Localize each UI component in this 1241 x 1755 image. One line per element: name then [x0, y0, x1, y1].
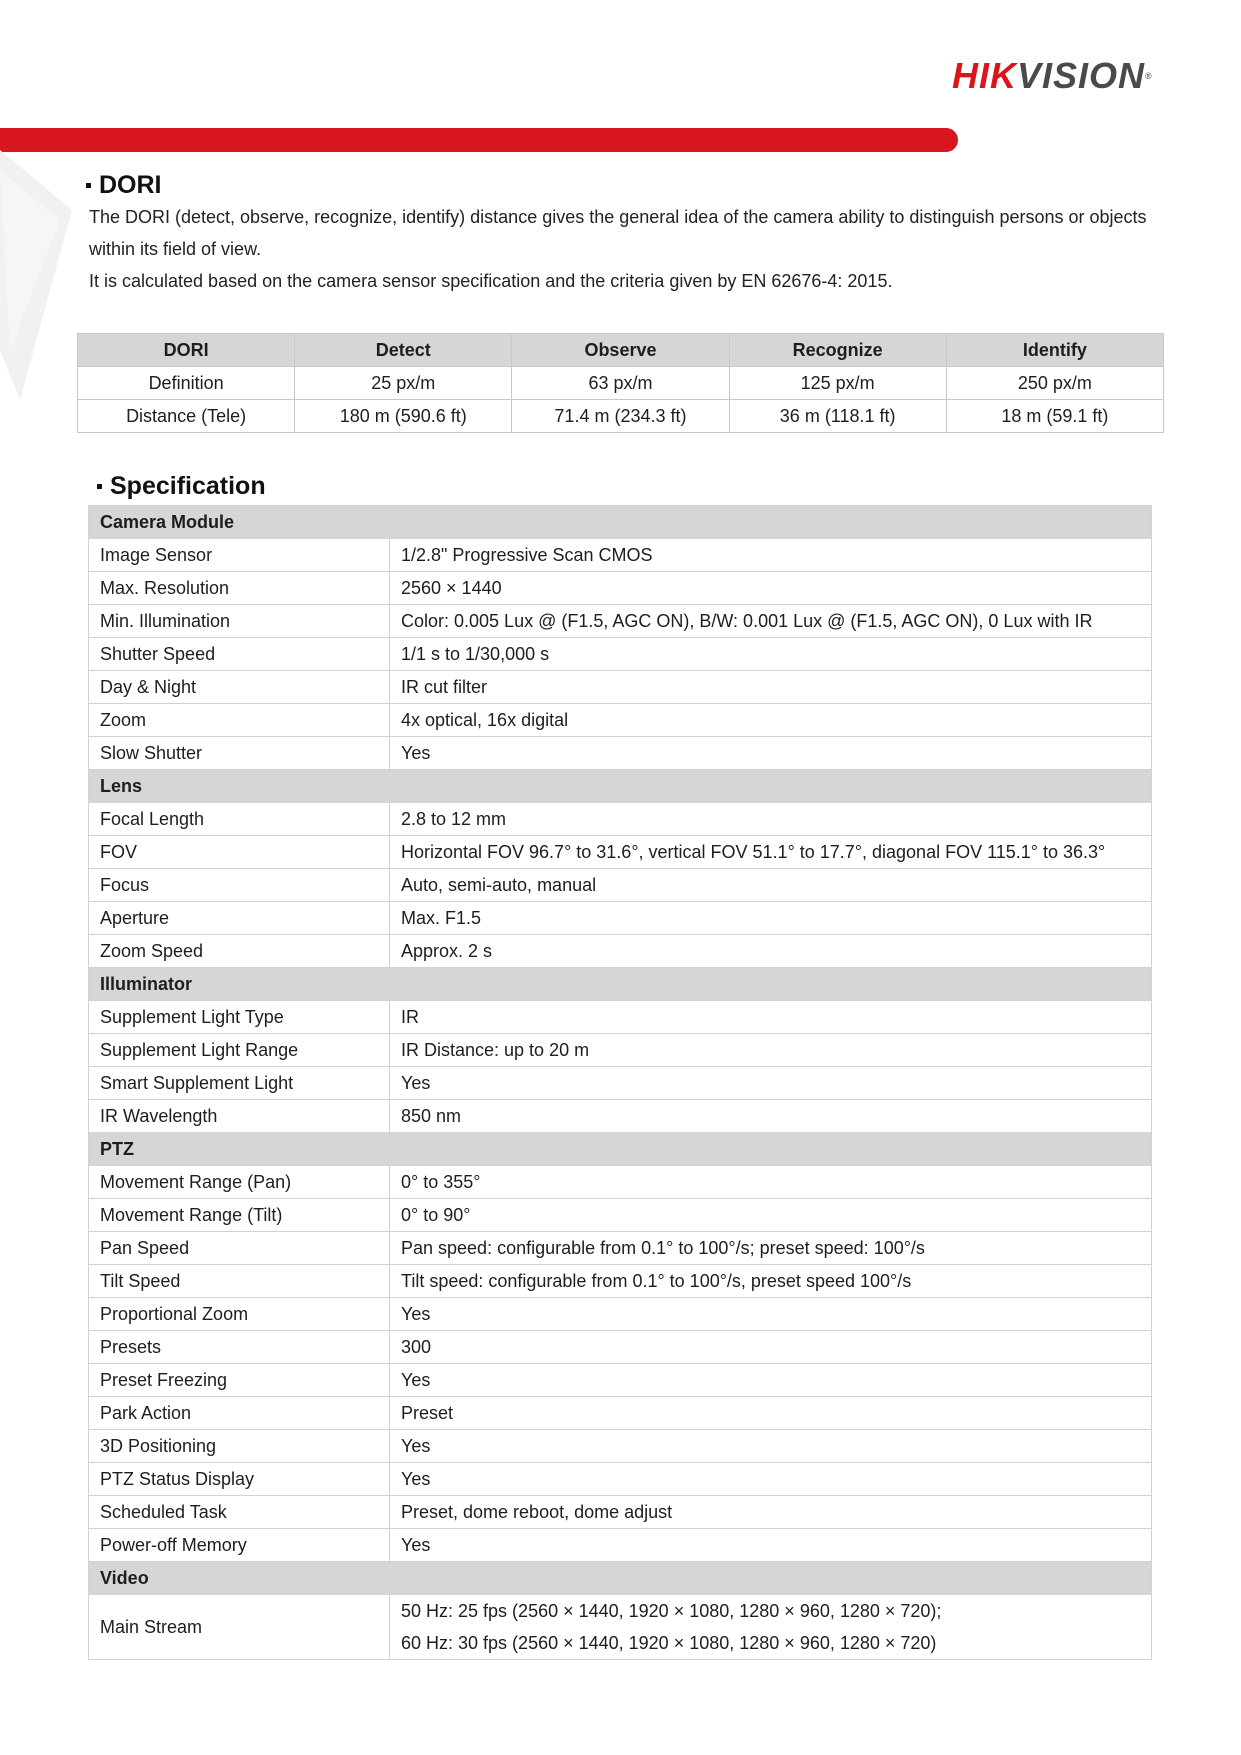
spec-row: [89, 1595, 1152, 1660]
spec-row: [89, 1166, 1152, 1199]
specification-table: [88, 505, 1152, 1660]
spec-value: Tilt speed: configurable from 0.1° to 100°/s, preset speed 100°/s: [390, 1265, 1152, 1298]
dori-title-text: DORI: [99, 171, 162, 199]
spec-row: [89, 1001, 1152, 1034]
spec-value: 0° to 90°: [390, 1199, 1152, 1232]
spec-key: Park Action: [89, 1397, 390, 1430]
spec-row: [89, 1298, 1152, 1331]
spec-value: IR: [390, 1001, 1152, 1034]
spec-key: Focus: [89, 869, 390, 902]
spec-key: Supplement Light Range: [89, 1034, 390, 1067]
dori-cell: 71.4 m (234.3 ft): [512, 400, 729, 433]
spec-value: Yes: [390, 1463, 1152, 1496]
logo-registered-mark: ®: [1145, 71, 1153, 81]
spec-group-label: Video: [89, 1562, 1152, 1595]
spec-value: 0° to 355°: [390, 1166, 1152, 1199]
spec-row: [89, 869, 1152, 902]
dori-table-row: [78, 367, 1164, 400]
spec-value: Auto, semi-auto, manual: [390, 869, 1152, 902]
logo-hik: HIK: [952, 55, 1017, 96]
spec-value: Yes: [390, 1298, 1152, 1331]
spec-row: [89, 1529, 1152, 1562]
spec-value: Yes: [390, 1529, 1152, 1562]
spec-value: 2.8 to 12 mm: [390, 803, 1152, 836]
spec-key: Focal Length: [89, 803, 390, 836]
dori-section-title: [86, 170, 162, 200]
dori-cell: 180 m (590.6 ft): [295, 400, 512, 433]
spec-key: Proportional Zoom: [89, 1298, 390, 1331]
spec-value: Approx. 2 s: [390, 935, 1152, 968]
spec-row: [89, 1397, 1152, 1430]
spec-key: Min. Illumination: [89, 605, 390, 638]
spec-row: [89, 704, 1152, 737]
spec-value: Yes: [390, 1430, 1152, 1463]
spec-row: [89, 638, 1152, 671]
specification-title-text: Specification: [110, 472, 266, 500]
spec-key: Aperture: [89, 902, 390, 935]
spec-value: IR Distance: up to 20 m: [390, 1034, 1152, 1067]
spec-key: Shutter Speed: [89, 638, 390, 671]
spec-key: Zoom Speed: [89, 935, 390, 968]
header-red-bar: [0, 128, 958, 152]
spec-group-label: Lens: [89, 770, 1152, 803]
spec-key: Scheduled Task: [89, 1496, 390, 1529]
dori-col-header: DORI: [78, 334, 295, 367]
spec-group-header-row: [89, 506, 1152, 539]
spec-key: Smart Supplement Light: [89, 1067, 390, 1100]
spec-row: [89, 1331, 1152, 1364]
dori-col-header: Observe: [512, 334, 729, 367]
spec-value: IR cut filter: [390, 671, 1152, 704]
spec-row: [89, 902, 1152, 935]
spec-value: [390, 1595, 1152, 1660]
spec-value-line: 60 Hz: 30 fps (2560 × 1440, 1920 × 1080, 1280 × 960, 1280 × 720): [401, 1633, 937, 1653]
spec-value: 1/2.8" Progressive Scan CMOS: [390, 539, 1152, 572]
dori-col-header: Detect: [295, 334, 512, 367]
spec-key: Tilt Speed: [89, 1265, 390, 1298]
spec-row: [89, 935, 1152, 968]
spec-value: 2560 × 1440: [390, 572, 1152, 605]
spec-key: Image Sensor: [89, 539, 390, 572]
spec-group-header-row: [89, 1133, 1152, 1166]
spec-row: [89, 539, 1152, 572]
spec-value: Preset: [390, 1397, 1152, 1430]
spec-row: [89, 803, 1152, 836]
spec-key: Pan Speed: [89, 1232, 390, 1265]
spec-row: [89, 605, 1152, 638]
spec-row: [89, 1463, 1152, 1496]
spec-key: Max. Resolution: [89, 572, 390, 605]
spec-row: [89, 1199, 1152, 1232]
spec-row: [89, 737, 1152, 770]
spec-key: FOV: [89, 836, 390, 869]
spec-row: [89, 1496, 1152, 1529]
spec-value: 4x optical, 16x digital: [390, 704, 1152, 737]
dori-intro-paragraph-2: It is calculated based on the camera sensor specification and the criteria given by EN 62676-4: 2015.: [89, 271, 893, 291]
spec-value: Horizontal FOV 96.7° to 31.6°, vertical FOV 51.1° to 17.7°, diagonal FOV 115.1° to 36.3°: [390, 836, 1152, 869]
spec-key: Preset Freezing: [89, 1364, 390, 1397]
spec-value: Yes: [390, 737, 1152, 770]
spec-key: Presets: [89, 1331, 390, 1364]
spec-row: [89, 1364, 1152, 1397]
spec-row: [89, 1232, 1152, 1265]
dori-cell: Definition: [78, 367, 295, 400]
spec-key: Supplement Light Type: [89, 1001, 390, 1034]
spec-row: [89, 572, 1152, 605]
spec-key: Main Stream: [89, 1595, 390, 1660]
decorative-watermark-shape: [0, 150, 72, 400]
dori-cell: 125 px/m: [729, 367, 946, 400]
spec-group-header-row: [89, 1562, 1152, 1595]
logo-vision: VISION: [1017, 55, 1146, 96]
spec-key: Slow Shutter: [89, 737, 390, 770]
spec-group-label: Camera Module: [89, 506, 1152, 539]
spec-key: Movement Range (Pan): [89, 1166, 390, 1199]
spec-row: [89, 1067, 1152, 1100]
dori-cell: 18 m (59.1 ft): [946, 400, 1163, 433]
dori-cell: 250 px/m: [946, 367, 1163, 400]
spec-value: Yes: [390, 1364, 1152, 1397]
specification-table-body: [89, 506, 1152, 1660]
spec-key: Zoom: [89, 704, 390, 737]
spec-key: PTZ Status Display: [89, 1463, 390, 1496]
hikvision-logo: [952, 56, 1153, 96]
spec-group-header-row: [89, 770, 1152, 803]
section-bullet-icon: [97, 484, 102, 489]
spec-row: [89, 836, 1152, 869]
dori-col-header: Identify: [946, 334, 1163, 367]
dori-cell: 63 px/m: [512, 367, 729, 400]
dori-intro-paragraph-1: The DORI (detect, observe, recognize, identify) distance gives the general idea of the camera ability to distinguish persons or objects within its field of view.: [89, 207, 1147, 259]
dori-table-header-row: [78, 334, 1164, 367]
spec-row: [89, 671, 1152, 704]
spec-group-label: PTZ: [89, 1133, 1152, 1166]
spec-row: [89, 1034, 1152, 1067]
spec-row: [89, 1430, 1152, 1463]
spec-key: Power-off Memory: [89, 1529, 390, 1562]
spec-key: Movement Range (Tilt): [89, 1199, 390, 1232]
dori-table: [77, 333, 1164, 433]
spec-key: Day & Night: [89, 671, 390, 704]
dori-table-row: [78, 400, 1164, 433]
spec-value-line: 50 Hz: 25 fps (2560 × 1440, 1920 × 1080, 1280 × 960, 1280 × 720);: [401, 1601, 942, 1621]
dori-col-header: Recognize: [729, 334, 946, 367]
spec-value: Pan speed: configurable from 0.1° to 100°/s; preset speed: 100°/s: [390, 1232, 1152, 1265]
spec-value: 300: [390, 1331, 1152, 1364]
spec-value: 850 nm: [390, 1100, 1152, 1133]
dori-cell: 25 px/m: [295, 367, 512, 400]
dori-cell: 36 m (118.1 ft): [729, 400, 946, 433]
specification-section-title: [97, 471, 266, 501]
spec-value: 1/1 s to 1/30,000 s: [390, 638, 1152, 671]
spec-value: Color: 0.005 Lux @ (F1.5, AGC ON), B/W: 0.001 Lux @ (F1.5, AGC ON), 0 Lux with IR: [390, 605, 1152, 638]
dori-intro: [89, 201, 1189, 297]
dori-cell: Distance (Tele): [78, 400, 295, 433]
spec-value: Preset, dome reboot, dome adjust: [390, 1496, 1152, 1529]
spec-group-header-row: [89, 968, 1152, 1001]
spec-key: 3D Positioning: [89, 1430, 390, 1463]
section-bullet-icon: [86, 183, 91, 188]
spec-row: [89, 1100, 1152, 1133]
spec-group-label: Illuminator: [89, 968, 1152, 1001]
spec-value: Max. F1.5: [390, 902, 1152, 935]
spec-key: IR Wavelength: [89, 1100, 390, 1133]
spec-row: [89, 1265, 1152, 1298]
spec-value: Yes: [390, 1067, 1152, 1100]
